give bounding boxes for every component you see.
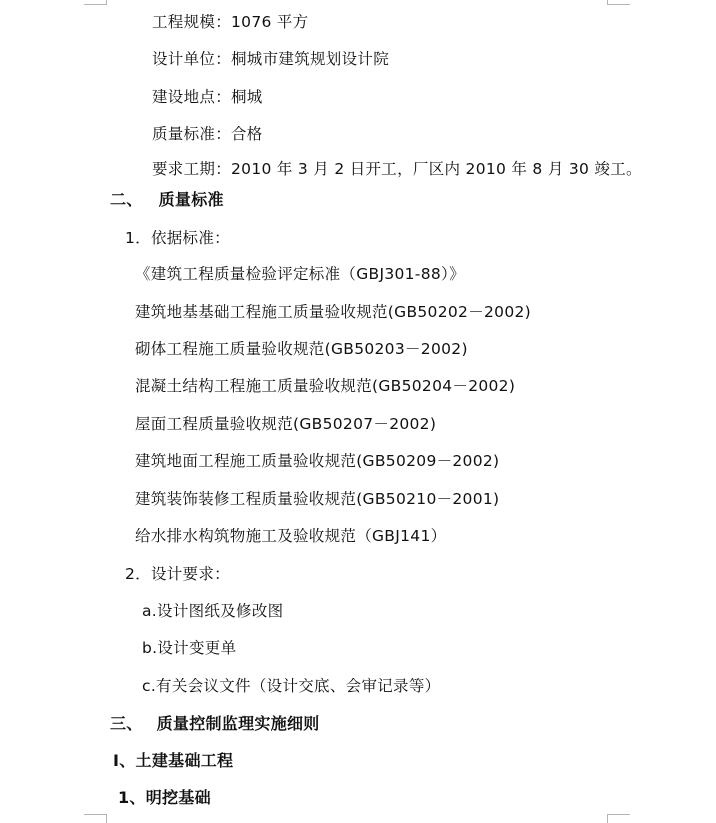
subsection-civil-foundation: Ⅰ、土建基础工程 bbox=[113, 751, 234, 770]
design-unit: 设计单位：桐城市建筑规划设计院 bbox=[152, 50, 390, 68]
margin-mark-top-right bbox=[607, 0, 630, 5]
standard-item: 砌体工程施工质量验收规范(GB50203－2002) bbox=[135, 340, 468, 358]
quality-standard-line: 质量标准：合格 bbox=[152, 125, 263, 143]
section-2-number: 二、 bbox=[110, 190, 143, 209]
project-scale: 工程规模：1076 平方 bbox=[152, 13, 309, 31]
standard-item: 《建筑工程质量检验评定标准（GBJ301-88）》 bbox=[135, 265, 465, 283]
subsection-open-excavation: 1、明挖基础 bbox=[118, 788, 211, 807]
standard-item: 混凝土结构工程施工质量验收规范(GB50204－2002) bbox=[135, 377, 516, 395]
requirement-item: c.有关会议文件（设计交底、会审记录等） bbox=[142, 677, 441, 695]
standard-item: 建筑地面工程施工质量验收规范(GB50209－2002) bbox=[135, 452, 500, 470]
requirement-item: b.设计变更单 bbox=[142, 639, 237, 657]
standard-item: 建筑装饰装修工程质量验收规范(GB50210－2001) bbox=[135, 490, 500, 508]
basis-standards-label: 1．依据标准： bbox=[125, 229, 230, 247]
section-3-title: 质量控制监理实施细则 bbox=[156, 714, 320, 733]
requirement-item: a.设计图纸及修改图 bbox=[142, 602, 284, 620]
standard-item: 建筑地基基础工程施工质量验收规范(GB50202－2002) bbox=[135, 303, 531, 321]
schedule-line: 要求工期：2010 年 3 月 2 日开工，厂区内 2010 年 8 月 30 竣工。 bbox=[152, 160, 642, 178]
construction-location: 建设地点：桐城 bbox=[152, 88, 263, 106]
margin-mark-top-left bbox=[84, 0, 107, 5]
standard-item: 给水排水构筑物施工及验收规范（GBJ141） bbox=[135, 527, 447, 545]
design-requirements-label: 2．设计要求： bbox=[125, 565, 230, 583]
section-3-number: 三、 bbox=[110, 714, 143, 733]
section-3-heading bbox=[110, 714, 320, 734]
section-2-title: 质量标准 bbox=[158, 190, 224, 209]
standard-item: 屋面工程质量验收规范(GB50207－2002) bbox=[135, 415, 437, 433]
section-2-heading bbox=[110, 190, 224, 210]
